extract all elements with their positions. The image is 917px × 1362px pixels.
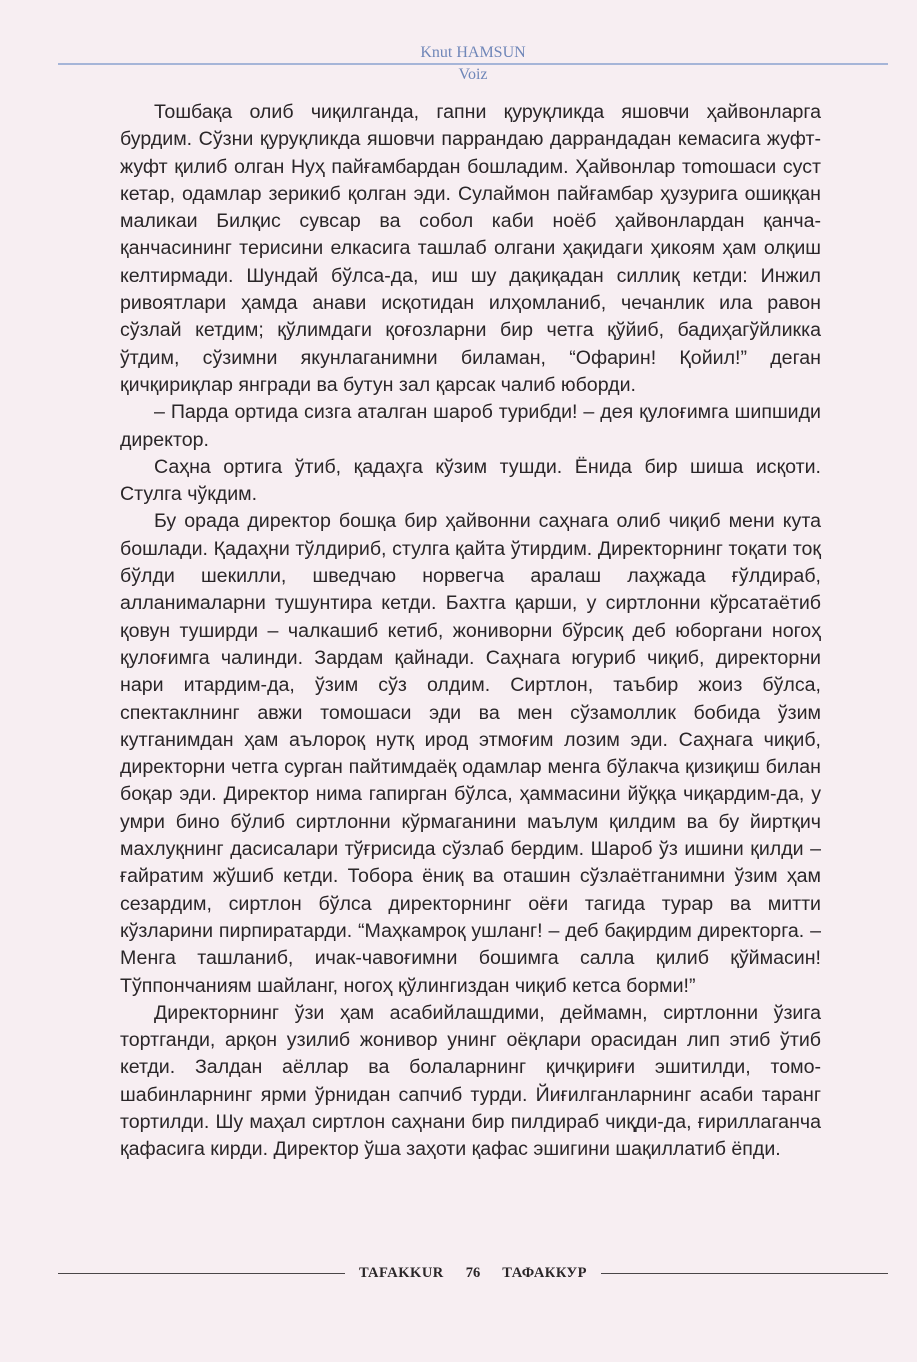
paragraph: Тошбақа олиб чиқилганда, гапни қуруқликда яшовчи ҳайвонларга бурдим. Сўзни қуруқликда яшовчи паррандаю даррандадан кемасига жуфт-жуфт қилиб олган Нуҳ пайғамбардан бошладим. Ҳайвонлар тоmошаси суст кетар, одамлар зерикиб қолган эди. Сулаймон пайғамбар ҳузурига ошиққан маликаи Билқис сувсар ва собол каби ноёб ҳайвонлардан қанча-қанчасининг терисини елкасига ташлаб олгани ҳақидаги ҳикоям ҳам олқиш келтирмади. Шундай бўлса-да, иш шу дақиқадан силлиқ кетди: Инжил ривоятлари ҳамда анави исқотидан илҳомланиб, чечанлик ила равон сўзлай кетдим; қўлимдаги қоғозларни бир четга қўйиб, бадиҳагўйликка ўтдим, сўзимни якунлаганимни биламан, “Офарин! Қойил!” деган қичқириқлар янгради ва бутун зал қарсак чалиб юборди. (120, 101, 821, 396)
header-title: Voiz (458, 66, 488, 83)
header-rule (58, 63, 888, 65)
page-number: 76 (465, 1264, 481, 1281)
paragraph: Директорнинг ўзи ҳам асабийлашдими, деймамн, сиртлонни ўзига тортганди, арқон узилиб жонивор унинг оёқлари орасидан лип этиб ўтиб кетди. Залдан аёллар ва болаларнинг қичқириғи эшитилди, томошабинларнинг ярми ўрнидан сапчиб турди. Йиғилганларнинг асаби таранг тортилди. Шу маҳал сиртлон саҳнани бир пилдираб чиқди-да, ғириллаганча қафасига кирди. Директор ўша заҳоти қафас эшигини шақиллатиб ёпди. (120, 1001, 821, 1161)
footer-journal-cyrillic: ТАФАККУР (502, 1264, 588, 1281)
header-author: Knut HAMSUN (420, 44, 526, 61)
paragraph: – Парда ортида сизга аталган шароб турибди! – дея қулоғимга шипшиди директор. (120, 401, 821, 451)
footer-journal-latin: TAFAKKUR (358, 1264, 444, 1281)
paragraph: Бу орада директор бошқа бир ҳайвонни саҳнага олиб чиқиб мени кута бошлади. Қадаҳни тўлдириб, стулга қайта ўтирдим. Директорнинг тоқати тоқ бўлди шекилли, шведчаю норвегча аралаш лаҳжада ғўлдираб, алланималарни тушунтира кетди. Бахтга қарши, у сиртлонни кўрсатаётиб қовун туширди – чалкашиб кетиб, жониворни бўрсиқ деб юборгани ногоҳ қулоғимга чалинди. Зардам қайнади. Саҳнага югуриб чиқиб, директорни нари итардим-да, ўзим сўз олдим. Сиртлон, таъбир жоиз бўлса, спектаклнинг авжи томошаси эди ва мен сўзамоллик бобида ўзим кутганимдан ҳам аълороқ нутқ ирод этмоғим лозим эди. Саҳнага чиқиб, директорни четга сурган пайтимдаёқ одамлар менга бўлакча қизиқиш билан боқар эди. Директор нима гапирган бўлса, ҳаммасини йўққа чиқардим-да, у умри бино бўлиб сиртлонни кўрмаганини маълум қилдим ва бу йиртқич махлуқнинг дасисалари тўғрисида сўзлаб бердим. Шароб ўз ишини қилди – ғайратим жўшиб кетди. Тобора ёниқ ва оташин сўзлаётганимни ўзим ҳам сезардим, сиртлон бўлса директорнинг оёғи тагида турар ва митти кўзларини пирпиратарди. “Маҳкамроқ ушланг! – деб бақирдим директорга. – Менга ташланиб, ичак-чавоғимни бошимга салла қилиб қўймасин! Тўппончаниям шайланг, ногоҳ қўлингиздан чиқиб кетса борми!” (120, 510, 821, 997)
page-footer (58, 1262, 888, 1284)
article-body (120, 99, 821, 1164)
paragraph: Саҳна ортига ўтиб, қадаҳга кўзим тушди. Ёнида бир шиша исқоти. Стулга чўкдим. (120, 455, 821, 506)
footer-rule-right (601, 1273, 888, 1274)
footer-rule-left (58, 1273, 345, 1274)
running-header (58, 44, 888, 84)
